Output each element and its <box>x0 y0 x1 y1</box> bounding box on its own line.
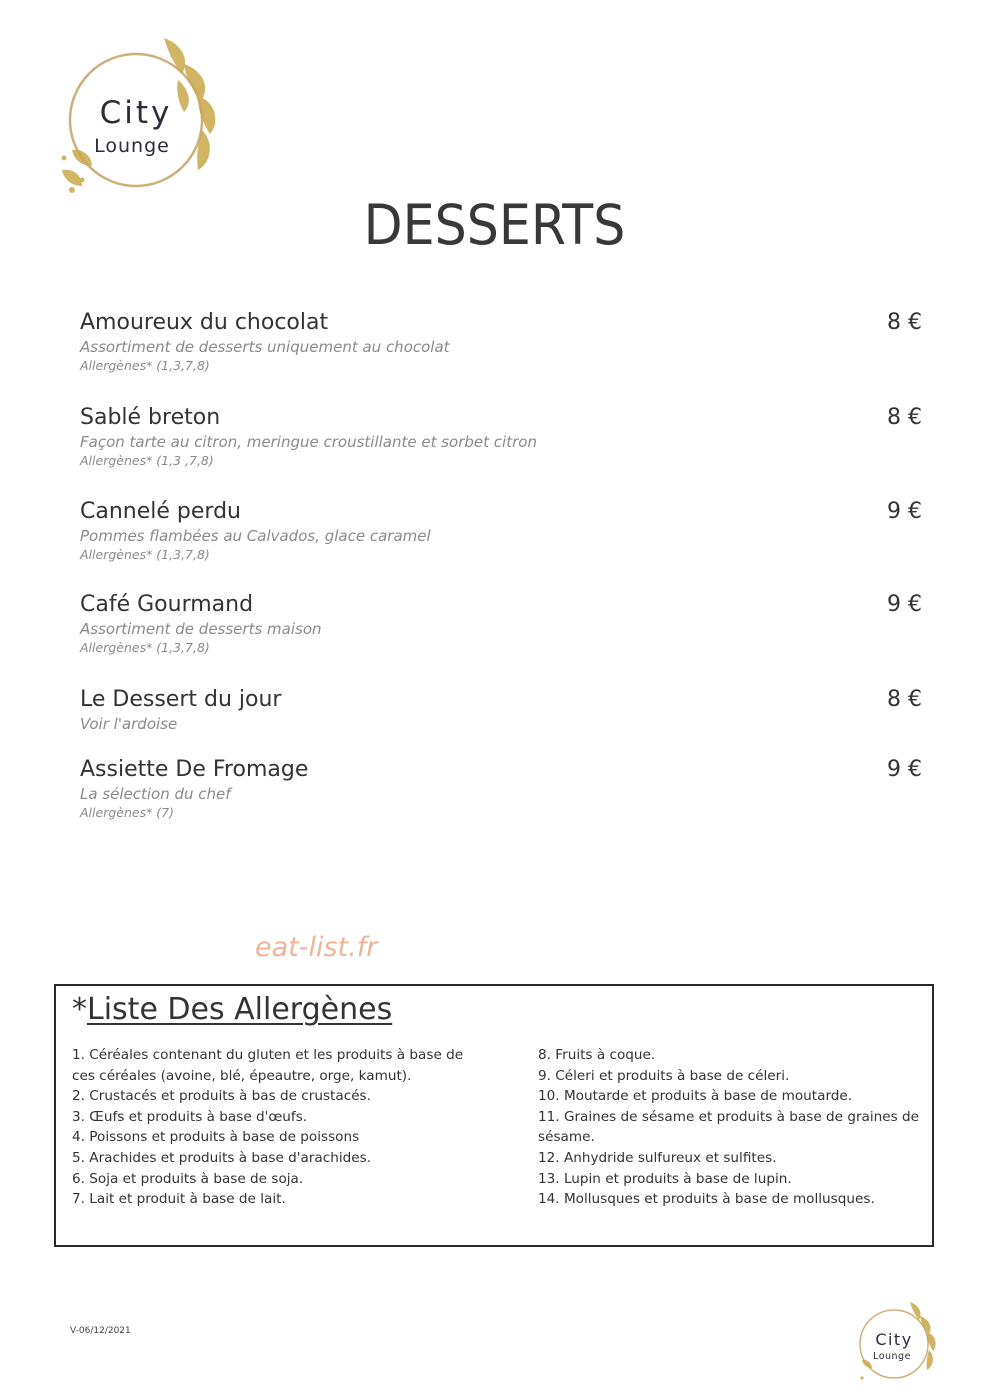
allergen-line: 11. Graines de sésame et produits à base de graines de <box>538 1108 920 1125</box>
city-lounge-logo-small <box>852 1298 940 1386</box>
item-price: 9 € <box>887 592 922 617</box>
item-allergens: Allergènes* (1,3,7,8) <box>80 640 210 655</box>
allergen-list-title: *Liste Des Allergènes <box>72 992 393 1027</box>
item-price: 8 € <box>887 310 922 335</box>
item-description: Assortiment de desserts uniquement au chocolat <box>80 338 450 356</box>
svg-text:Lounge: Lounge <box>94 135 170 157</box>
watermark: eat-list.fr <box>255 932 378 963</box>
allergen-line: 3. Œufs et produits à base d'œufs. <box>72 1108 308 1125</box>
menu-item <box>80 404 922 469</box>
allergen-line: 7. Lait et produit à base de lait. <box>72 1191 286 1208</box>
allergen-line: 1. Céréales contenant du gluten et les produits à base de <box>72 1047 464 1063</box>
item-name: Sablé breton <box>80 405 221 430</box>
item-allergens: Allergènes* (1,3 ,7,8) <box>80 453 214 468</box>
city-lounge-logo <box>52 30 224 202</box>
svg-text:City: City <box>99 95 173 131</box>
menu-item <box>80 498 922 563</box>
allergen-line: 9. Céleri et produits à base de céleri. <box>538 1067 790 1084</box>
menu-item <box>80 756 922 821</box>
item-price: 8 € <box>887 405 922 430</box>
item-description: Assortiment de desserts maison <box>80 620 322 638</box>
allergen-list-left-column <box>72 1045 487 1210</box>
item-allergens: Allergènes* (7) <box>80 805 175 820</box>
svg-text:Lounge: Lounge <box>873 1351 911 1362</box>
allergen-line: 5. Arachides et produits à base d'arachides. <box>72 1149 372 1166</box>
allergen-line: 14. Mollusques et produits à base de mollusques. <box>538 1191 875 1208</box>
allergen-line: 6. Soja et produits à base de soja. <box>72 1170 304 1187</box>
item-name: Amoureux du chocolat <box>80 310 329 335</box>
item-name: Cannelé perdu <box>80 499 241 524</box>
item-description: La sélection du chef <box>80 785 231 803</box>
item-description: Façon tarte au citron, meringue croustillante et sorbet citron <box>80 433 537 451</box>
allergen-line: 2. Crustacés et produits à bas de crustacés. <box>72 1088 371 1105</box>
allergen-line: sésame. <box>538 1129 595 1146</box>
menu-item <box>80 591 922 656</box>
allergen-line: 12. Anhydride sulfureux et sulfites. <box>538 1149 777 1166</box>
menu-item <box>80 309 922 374</box>
allergen-line: 4. Poissons et produits à base de poissons <box>72 1129 360 1146</box>
item-price: 8 € <box>887 687 922 712</box>
item-name: Assiette De Fromage <box>80 757 309 782</box>
allergen-line: ces céréales (avoine, blé, épeautre, orge, kamut). <box>72 1067 412 1084</box>
item-price: 9 € <box>887 499 922 524</box>
menu-item <box>80 686 922 734</box>
allergen-list-right-column <box>538 1045 928 1210</box>
item-allergens: Allergènes* (1,3,7,8) <box>80 547 210 562</box>
allergen-line: 13. Lupin et produits à base de lupin. <box>538 1170 792 1187</box>
allergen-line: 10. Moutarde et produits à base de moutarde. <box>538 1088 853 1105</box>
item-price: 9 € <box>887 757 922 782</box>
item-description: Voir l'ardoise <box>80 715 178 733</box>
allergen-line: 8. Fruits à coque. <box>538 1047 656 1063</box>
item-allergens: Allergènes* (1,3,7,8) <box>80 358 210 373</box>
allergen-list-box <box>54 984 934 1247</box>
item-name: Café Gourmand <box>80 592 254 617</box>
version-label: V-06/12/2021 <box>70 1326 131 1336</box>
item-description: Pommes flambées au Calvados, glace caramel <box>80 527 431 545</box>
svg-text:City: City <box>875 1330 913 1349</box>
item-name: Le Dessert du jour <box>80 687 282 712</box>
page-title: DESSERTS <box>363 193 626 257</box>
